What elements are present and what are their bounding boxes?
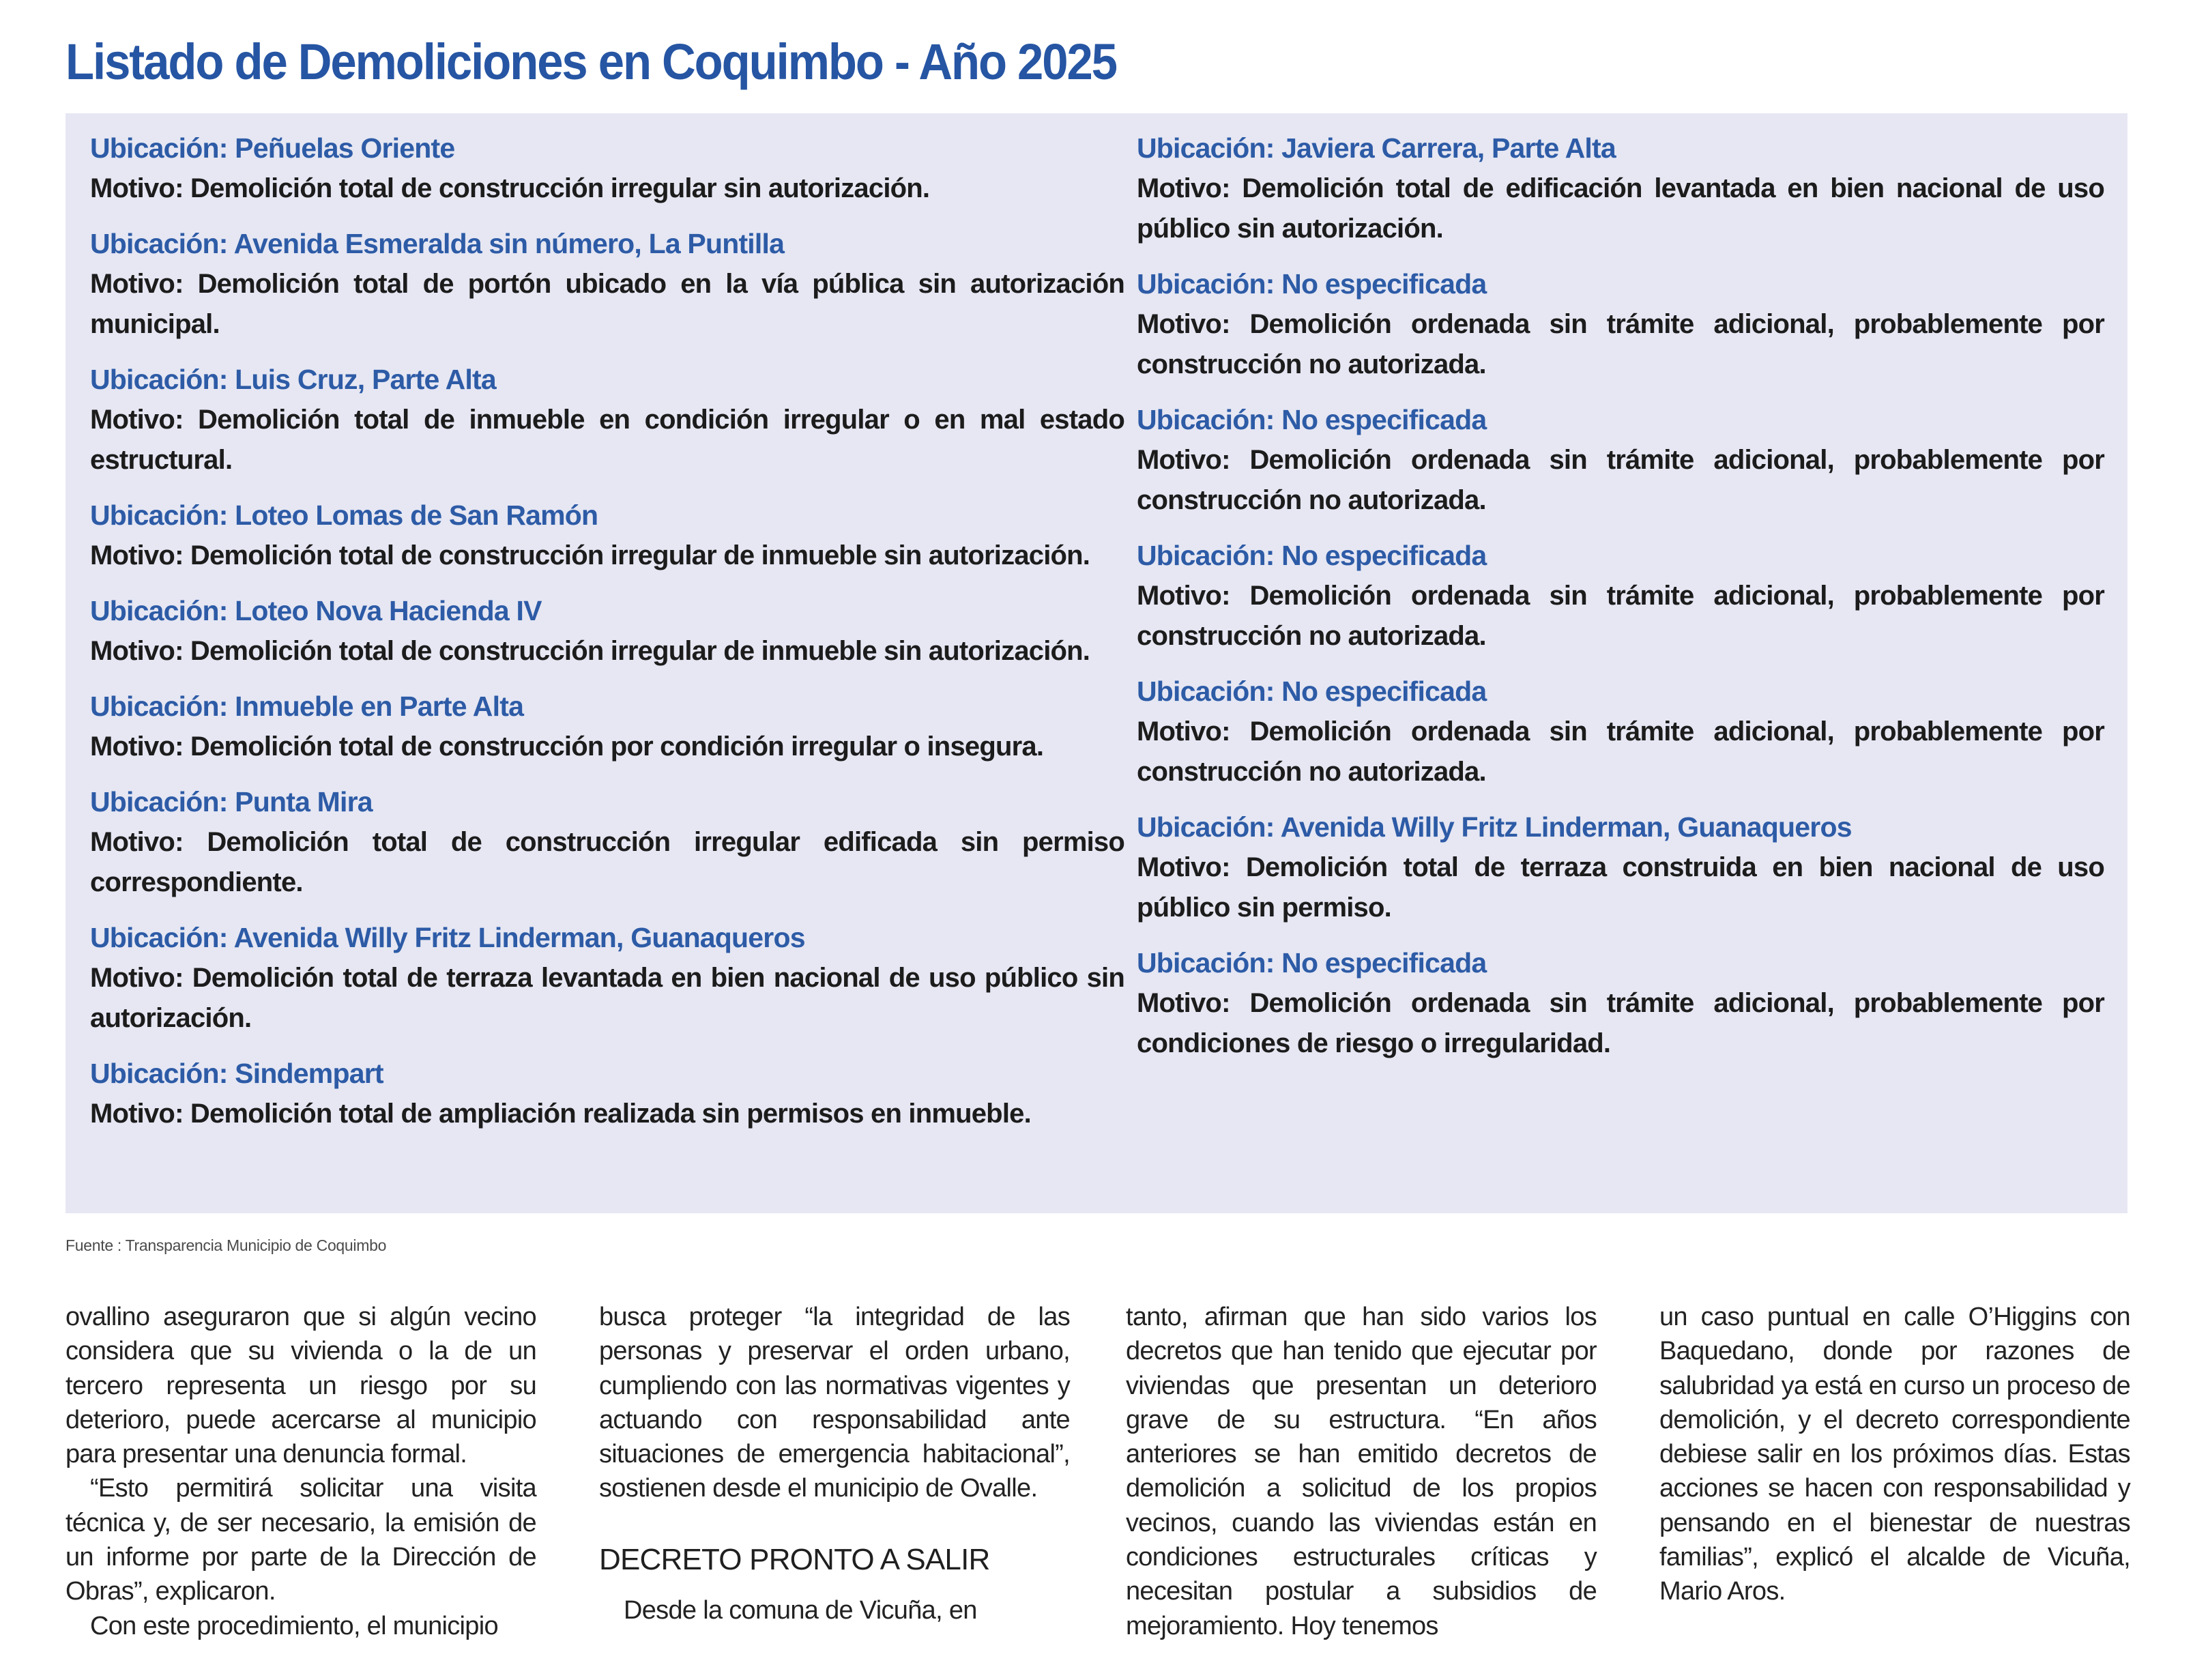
- list-item: [1137, 807, 2104, 928]
- motive-text: Motivo: Demolición total de construcción irregular edificada sin permiso correspondiente.: [90, 827, 1124, 897]
- list-item: [90, 782, 1124, 903]
- motive-text: Motivo: Demolición total de inmueble en condición irregular o en mal estado estructural.: [90, 405, 1124, 475]
- article-paragraph: tanto, afirman que han sido varios los decretos que han tenido que ejecutar por viviendas que presentan un deterioro grave de su estructura. “En años anteriores se han emitido decretos de demolición a solicitud de los propios vecinos, cuando las viviendas están en condiciones estructurales críticas y necesitan postular a subsidios de mejoramiento. Hoy tenemos: [1126, 1303, 1597, 1640]
- motive-text: Motivo: Demolición total de construcción por condición irregular o insegura.: [90, 732, 1044, 762]
- motive-text: Motivo: Demolición total de construcción irregular de inmueble sin autorización.: [90, 540, 1090, 570]
- list-item: [1137, 400, 2104, 521]
- article-paragraph: Con este procedimiento, el municipio: [90, 1611, 498, 1640]
- location-label: Ubicación: No especificada: [1137, 676, 1487, 707]
- list-item: [90, 686, 1124, 767]
- page-title: Listado de Demoliciones en Coquimbo - Año 2025: [66, 33, 1116, 90]
- article-paragraph: “Esto permitirá solicitar una visita técnica y, de ser necesario, la emisión de un informe por parte de la Dirección de Obras”, explicaron.: [66, 1474, 536, 1606]
- list-item: [1137, 943, 2104, 1064]
- motive-text: Motivo: Demolición ordenada sin trámite adicional, probablemente por condiciones de riesgo o irregularidad.: [1137, 988, 2104, 1058]
- motive-text: Motivo: Demolición total de terraza levantada en bien nacional de uso público sin autorización.: [90, 963, 1124, 1033]
- list-item: [1137, 536, 2104, 656]
- list-item: [90, 1054, 1124, 1134]
- location-label: Ubicación: No especificada: [1137, 947, 1487, 979]
- article-subheading: DECRETO PRONTO A SALIR: [599, 1542, 990, 1576]
- location-label: Ubicación: Loteo Nova Hacienda IV: [90, 595, 542, 626]
- article-column-2: [599, 1300, 1070, 1627]
- list-item: [90, 495, 1124, 576]
- location-label: Ubicación: No especificada: [1137, 540, 1487, 571]
- demolitions-right-column: [1137, 128, 2104, 1079]
- location-label: Ubicación: Sindempart: [90, 1058, 383, 1089]
- motive-text: Motivo: Demolición total de ampliación realizada sin permisos en inmueble.: [90, 1099, 1031, 1129]
- motive-text: Motivo: Demolición ordenada sin trámite adicional, probablemente por construcción no autorizada.: [1137, 309, 2104, 379]
- source-caption: Fuente : Transparencia Municipio de Coquimbo: [66, 1236, 387, 1254]
- motive-text: Motivo: Demolición total de terraza construida en bien nacional de uso público sin permiso.: [1137, 852, 2104, 923]
- demolitions-list-panel: [66, 113, 2127, 1213]
- location-label: Ubicación: Avenida Willy Fritz Linderman, Guanaqueros: [90, 922, 805, 953]
- article-paragraph: un caso puntual en calle O’Higgins con Baquedano, donde por razones de salubridad ya está en curso un proceso de demolición, y el decreto correspondiente debiese salir en los próximos días. Estas acciones se hacen con responsabilidad y pensando en el bienestar de nuestras familias”, explicó el alcalde de Vicuña, Mario Aros.: [1659, 1303, 2130, 1606]
- list-item: [1137, 671, 2104, 792]
- list-item: [1137, 128, 2104, 249]
- motive-text: Motivo: Demolición total de construcción irregular sin autorización.: [90, 173, 930, 203]
- article-paragraph: ovallino aseguraron que si algún vecino considera que su vivienda o la de un tercero representa un riesgo por su deterioro, puede acercarse al municipio para presentar una denuncia formal.: [66, 1303, 536, 1469]
- location-label: Ubicación: Avenida Esmeralda sin número, La Puntilla: [90, 228, 785, 259]
- motive-text: Motivo: Demolición ordenada sin trámite adicional, probablemente por construcción no autorizada.: [1137, 581, 2104, 651]
- location-label: Ubicación: No especificada: [1137, 404, 1487, 435]
- motive-text: Motivo: Demolición ordenada sin trámite adicional, probablemente por construcción no autorizada.: [1137, 445, 2104, 515]
- article-column-4: [1659, 1300, 2130, 1609]
- article-paragraph: Desde la comuna de Vicuña, en: [624, 1595, 977, 1625]
- motive-text: Motivo: Demolición total de portón ubicado en la vía pública sin autorización municipal.: [90, 269, 1124, 339]
- list-item: [90, 918, 1124, 1039]
- location-label: Ubicación: No especificada: [1137, 268, 1487, 300]
- list-item: [90, 128, 1124, 209]
- location-label: Ubicación: Luis Cruz, Parte Alta: [90, 364, 496, 395]
- location-label: Ubicación: Avenida Willy Fritz Linderman, Guanaqueros: [1137, 811, 1852, 843]
- list-item: [1137, 264, 2104, 385]
- article-paragraph: busca proteger “la integridad de las personas y preservar el orden urbano, cumpliendo con las normativas vigentes y actuando con responsabilidad ante situaciones de emergencia habitacional”, sostienen desde el municipio de Ovalle.: [599, 1303, 1070, 1503]
- list-item: [90, 224, 1124, 345]
- list-item: [90, 360, 1124, 480]
- motive-text: Motivo: Demolición total de edificación levantada en bien nacional de uso público sin autorización.: [1137, 173, 2104, 244]
- motive-text: Motivo: Demolición total de construcción irregular de inmueble sin autorización.: [90, 636, 1090, 666]
- article-column-3: [1126, 1300, 1597, 1643]
- demolitions-left-column: [90, 128, 1124, 1149]
- location-label: Ubicación: Peñuelas Oriente: [90, 132, 455, 164]
- article-column-1: [66, 1300, 536, 1643]
- location-label: Ubicación: Inmueble en Parte Alta: [90, 691, 524, 722]
- location-label: Ubicación: Loteo Lomas de San Ramón: [90, 499, 598, 531]
- list-item: [90, 591, 1124, 671]
- location-label: Ubicación: Javiera Carrera, Parte Alta: [1137, 132, 1616, 164]
- location-label: Ubicación: Punta Mira: [90, 786, 373, 817]
- motive-text: Motivo: Demolición ordenada sin trámite adicional, probablemente por construcción no autorizada.: [1137, 716, 2104, 787]
